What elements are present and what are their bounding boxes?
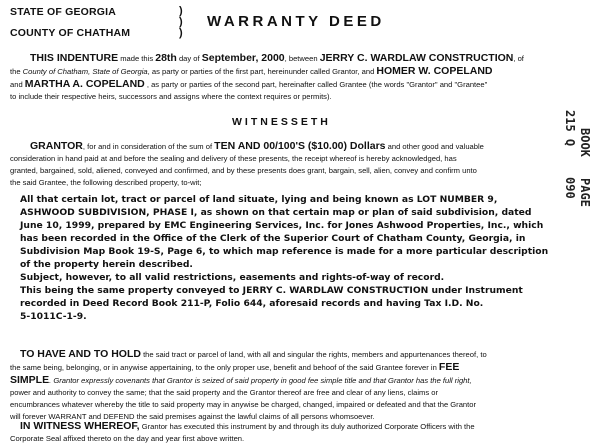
deed-date: 28th (155, 52, 177, 64)
deed-month-year: September, 2000 (201, 52, 285, 64)
caption-paren: ) (179, 16, 183, 28)
legal-line: June 10, 1999, prepared by EMC Engineering Services, Inc. for Jones Ashwood Properties, Inc., which (20, 220, 544, 231)
grantor-name: JERRY C. WARDLAW CONSTRUCTION (319, 52, 514, 64)
consideration-lead: GRANTOR (30, 140, 83, 152)
witness-paragraph: IN WITNESS WHEREOF, Grantor has executed this instrument by and through its duly authorized Corporate Officers with the Corporate Seal affixed thereto on the day and year first above written. (10, 420, 475, 443)
indenture-paragraph: THIS INDENTURE made this 28th day of September, 2000, between JERRY C. WARDLAW CONSTRUCTION, of the County of Chatham, State of Georgia, as party or parties of the first part, hereinunder called Grantor, and HOMER W. COPELAND and MARTHA A. COPELAND , as party or parties of the second part, hereinafter called Grantee (the words "Grantor" and "Grantee" to include their respective heirs, successors and assigns where the context requires or permits). (10, 52, 524, 101)
book-label: BOOK (578, 128, 592, 157)
legal-line: All that certain lot, tract or parcel of land situate, lying and being known as LOT NUMBER 9, (20, 194, 498, 205)
legal-line: recorded in Deed Record Book 211-P, Folio 644, aforesaid records and having Tax I.D. No. (20, 298, 484, 309)
county-line: COUNTY OF CHATHAM (10, 27, 131, 39)
grantee-name-1: HOMER W. COPELAND (376, 65, 493, 77)
legal-description (20, 193, 560, 323)
page-number: 090 (563, 177, 577, 199)
county-state: County of Chatham, State of Georgia (22, 67, 148, 76)
legal-line: Subdivision Map Book 19-S, Page 6, to which map reference is made for a more particular description (20, 246, 549, 257)
legal-line: This being the same property conveyed to JERRY C. WARDLAW CONSTRUCTION under Instrument (20, 285, 523, 296)
deed-title: WARRANTY DEED (207, 13, 385, 30)
page-label: PAGE (578, 178, 592, 207)
indenture-lead: THIS INDENTURE (30, 52, 119, 64)
witnesseth-heading: WITNESSETH (232, 116, 331, 128)
legal-line: Subject, however, to all valid restrictions, easements and rights-of-way of record. (20, 272, 445, 283)
legal-line: ASHWOOD SUBDIVISION, PHASE I, as shown on that certain map or plan of said subdivision, dated (20, 207, 532, 218)
legal-line: has been recorded in the Office of the Clerk of the Superior Court of Chatham County, Georgia, in (20, 233, 526, 244)
simple-text: SIMPLE (10, 374, 50, 386)
fee-text: FEE (438, 361, 460, 373)
state-line: STATE OF GEORGIA (10, 6, 117, 18)
consideration-amount: TEN AND 00/100'S ($10.00) Dollars (214, 140, 386, 152)
witness-lead: IN WITNESS WHEREOF, (20, 420, 140, 432)
caption-paren: ) (179, 5, 183, 17)
book-number: 215 Q (563, 110, 577, 147)
habendum-paragraph: TO HAVE AND TO HOLD the said tract or parcel of land, with all and singular the rights, members and appurtenances thereof, to the same being, belonging, or in anywise appertaining, to the only proper use, benefit and behoof of the said Grantee forever in FEE SIMPLE. Grantor expressly covenants that Grantor is seized of said property in good fee simple title and that Grantor has the full right, power and authority to convey the same; that the said property and the Grantor thereof are free and clear of any liens, claims or encumbrances whatever whereby the title to said property may in anywise be charged, changed, impaired or defeated and that the Grantor will forever WARRANT and DEFEND the said premises against the lawful claims of all persons whomsoever. (10, 348, 487, 421)
legal-line: of the property herein described. (20, 259, 193, 270)
caption-paren: ) (179, 27, 183, 39)
grantee-name-2: MARTHA A. COPELAND (24, 78, 145, 90)
consideration-paragraph: GRANTOR, for and in consideration of the sum of TEN AND 00/100'S ($10.00) Dollars and other good and valuable consideration in hand paid at and before the sealing and delivery of these presents, the receipt whereof is hereby acknowledged, has granted, bargained, sold, aliened, conveyed and confirmed, and by these presents does grant, bargain, sell, alien, convey and confirm unto the said Grantee, the following described property, to-wit; (10, 140, 484, 187)
legal-line: 5-1011C-1-9. (20, 311, 87, 322)
habendum-lead: TO HAVE AND TO HOLD (20, 348, 141, 360)
